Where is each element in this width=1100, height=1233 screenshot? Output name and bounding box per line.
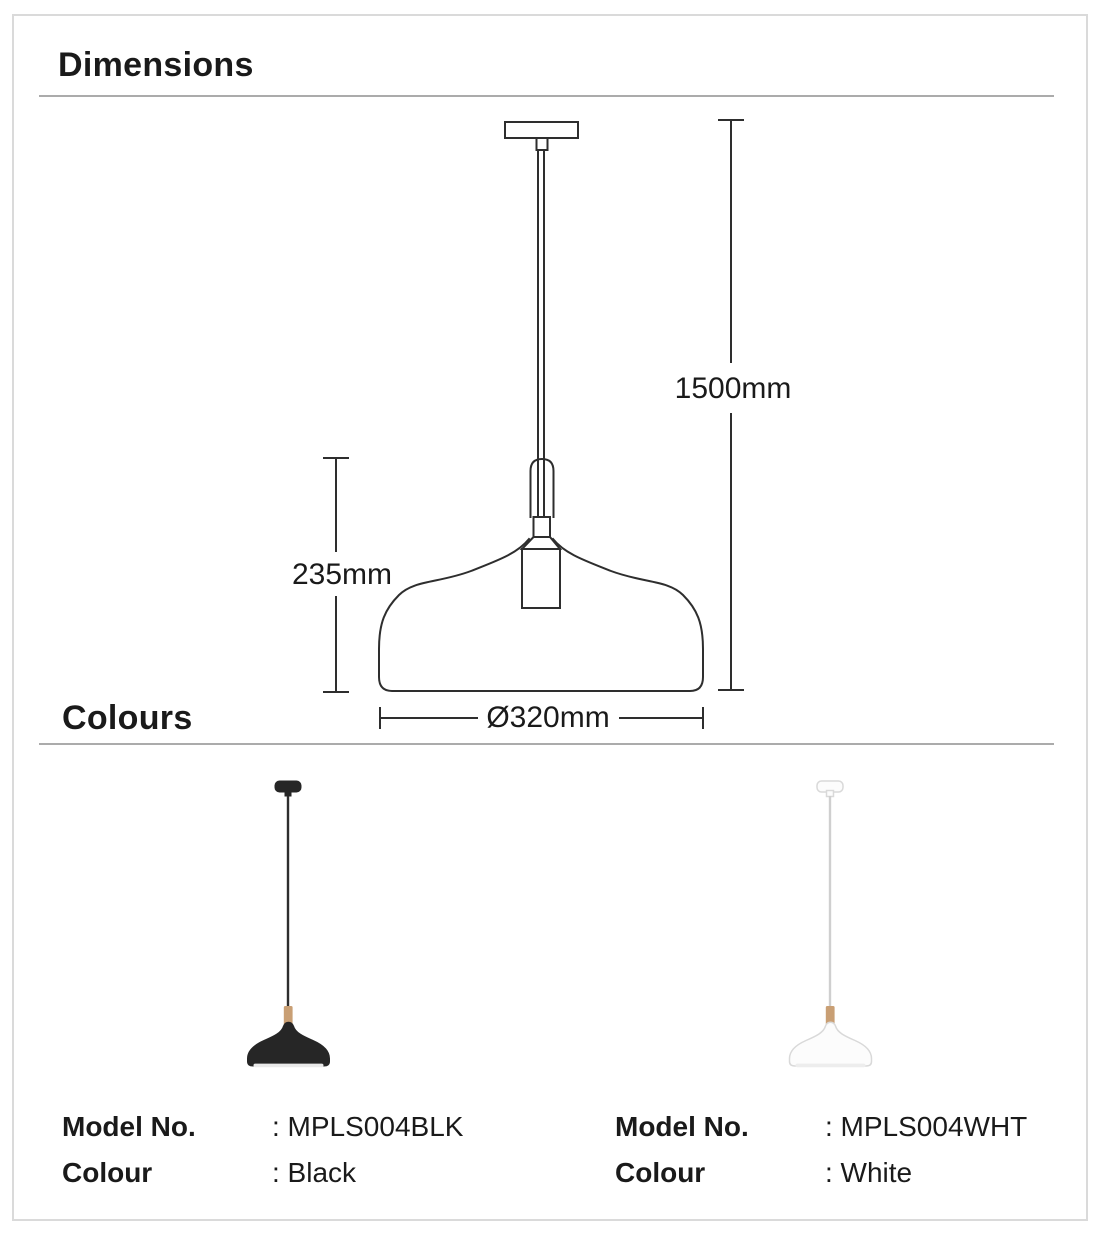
model-no-label: Model No. bbox=[62, 1111, 196, 1142]
pendant-line-drawing bbox=[250, 100, 810, 740]
black-pendant-image bbox=[240, 775, 340, 1075]
black-cord bbox=[287, 796, 289, 1008]
colours-heading: Colours bbox=[62, 699, 193, 737]
colour-value: : Black bbox=[272, 1157, 357, 1188]
black-pendant-spec bbox=[62, 1110, 532, 1189]
canopy-connector-outline bbox=[537, 138, 548, 150]
model-no-label: Model No. bbox=[615, 1111, 749, 1142]
black-shade bbox=[248, 1022, 330, 1066]
model-no-value: : MPLS004WHT bbox=[825, 1111, 1028, 1142]
neck-taper-outline bbox=[522, 537, 560, 549]
spec-row-colour bbox=[615, 1156, 1085, 1189]
colour-label: Colour bbox=[62, 1157, 153, 1188]
white-pendant-spec bbox=[615, 1110, 1085, 1189]
colour-label: Colour bbox=[615, 1157, 706, 1188]
white-pendant-image bbox=[782, 775, 882, 1075]
colour-value: : White bbox=[825, 1157, 913, 1188]
white-shade-diffuser bbox=[796, 1064, 866, 1068]
grip-block-outline bbox=[534, 517, 551, 537]
drop-length-label: 1500mm bbox=[674, 372, 792, 405]
black-shade-diffuser bbox=[254, 1064, 324, 1068]
shade-diameter-label: Ø320mm bbox=[486, 701, 610, 734]
colours-divider bbox=[39, 743, 1054, 745]
spec-row-model bbox=[615, 1110, 1085, 1143]
shade-height-label: 235mm bbox=[291, 558, 393, 591]
black-canopy-nub bbox=[285, 791, 292, 797]
model-no-value: : MPLS004BLK bbox=[272, 1111, 464, 1142]
socket-outline bbox=[522, 549, 560, 608]
white-canopy-nub bbox=[827, 791, 834, 797]
drop-dimension-line bbox=[719, 120, 743, 690]
dimensions-divider bbox=[39, 95, 1054, 97]
black-canopy bbox=[275, 781, 301, 792]
cord-grip-outline bbox=[531, 459, 554, 517]
spec-row-model bbox=[62, 1110, 532, 1143]
dimensions-heading: Dimensions bbox=[58, 46, 254, 84]
spec-row-colour bbox=[62, 1156, 532, 1189]
white-cord bbox=[829, 796, 831, 1008]
white-shade bbox=[790, 1022, 872, 1066]
canopy-outline bbox=[505, 122, 578, 138]
